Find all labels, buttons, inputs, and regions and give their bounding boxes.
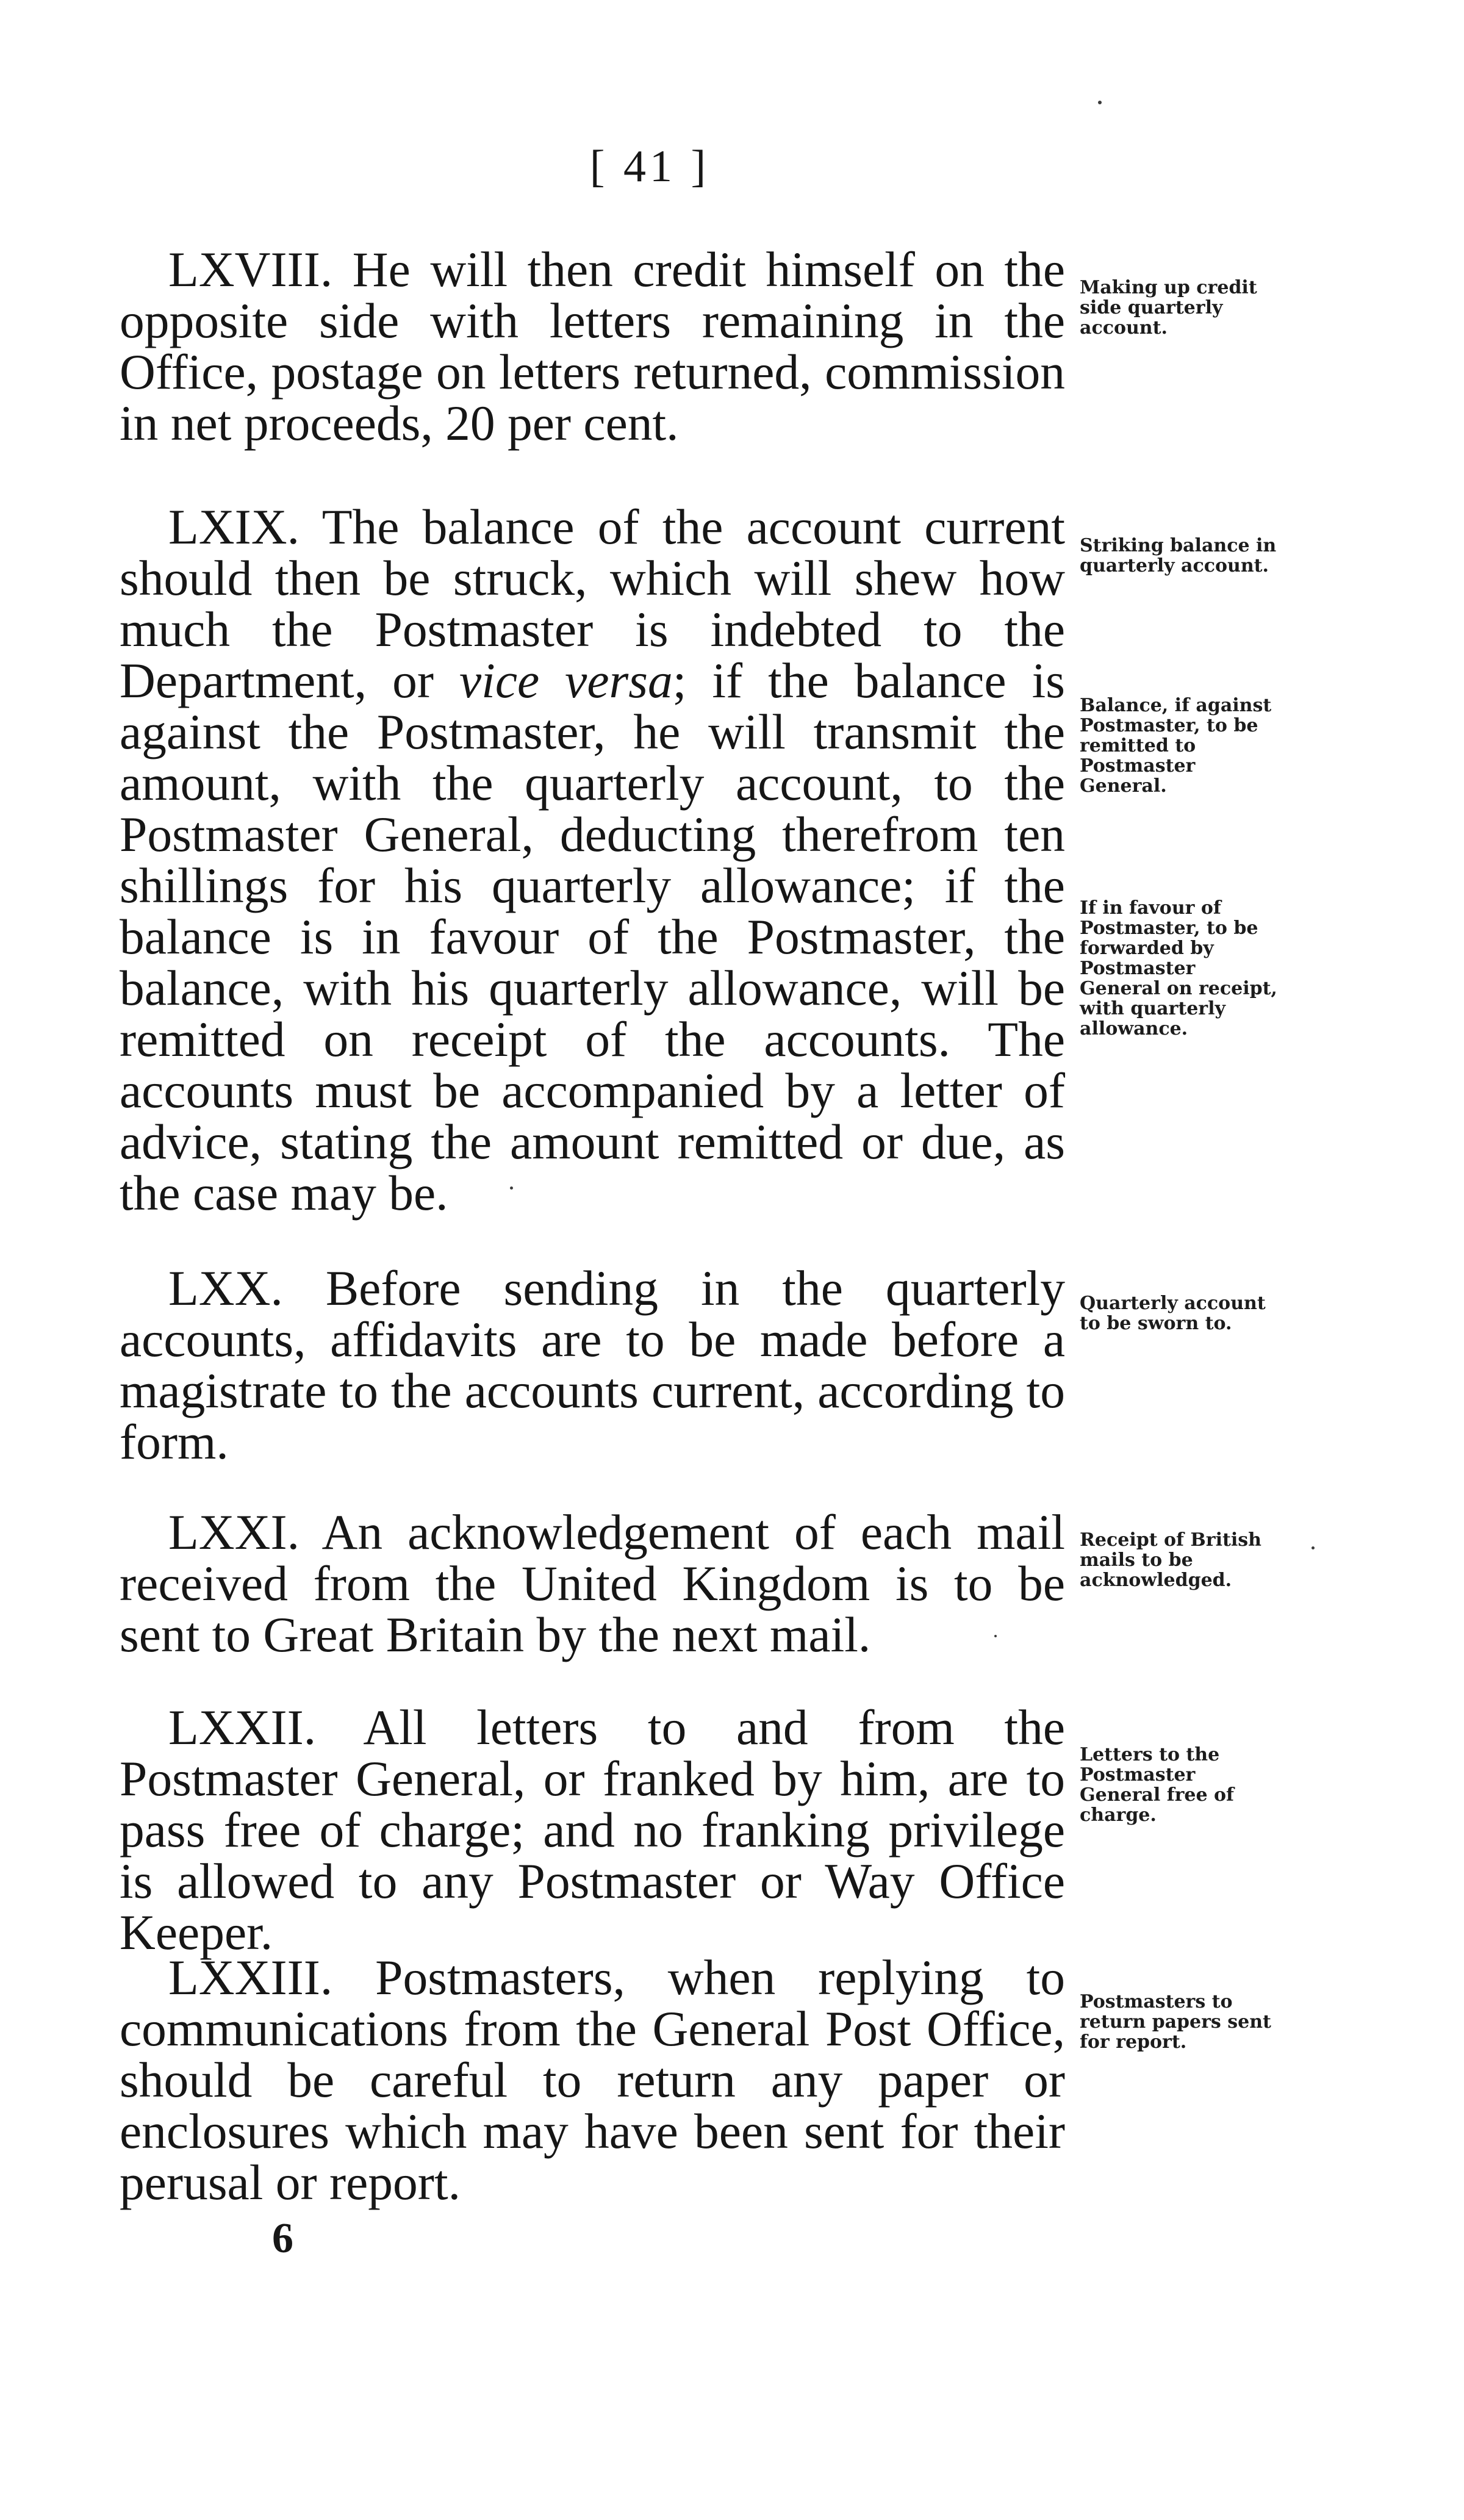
article-lxix-text bbox=[120, 501, 1065, 1219]
paper-speck bbox=[1312, 1546, 1315, 1549]
marginal-note-striking-balance: Striking balance in quarterly account. bbox=[1080, 535, 1277, 576]
article-lxviii-text: LXVIII. He will then credit himself on the opposite side with letters remaining in the Office, postage on letters returned, commission in net proceeds, 20 per cent. bbox=[120, 242, 1065, 451]
article-lxxiii-text: LXXIII. Postmasters, when replying to communications from the General Post Office, should be careful to return any paper or enclosures which may have been sent for their perusal or report. bbox=[120, 1950, 1065, 2210]
paper-speck bbox=[1098, 101, 1102, 104]
paper-speck bbox=[994, 1635, 997, 1637]
article-lxx bbox=[120, 1260, 1065, 1470]
article-lxxi bbox=[120, 1504, 1065, 1662]
article-lxix-text-part2: ; if the balance is against the Postmaster, he will transmit the amount, with the quarterly account, to the Postmaster General, deducting therefrom ten shillings for his quarterly allowance; if the balance is in favour of the Postmaster, the balance, with his quarterly allowance, will be remitted on receipt of the accounts. The accounts must be accompanied by a letter of advice, stating the amount remitted or due, as the case may be. bbox=[120, 653, 1065, 1221]
article-lxxii bbox=[120, 1702, 1065, 1958]
paper-speck bbox=[510, 1186, 513, 1190]
article-lxix-text-italic: vice versa bbox=[459, 653, 673, 708]
marginal-note-british-mails: Receipt of British mails to be acknowledged. bbox=[1080, 1529, 1261, 1591]
article-lxx-text: LXX. Before sending in the quarterly accounts, affidavits are to be made before a magistrate to the accounts current, according to form. bbox=[120, 1260, 1065, 1470]
marginal-note-balance-against-postmaster: Balance, if against Postmaster, to be remitted to Postmaster General. bbox=[1080, 695, 1272, 797]
article-lxix-text-part1: LXIX. The balance of the account current should then be struck, which will shew how much the Postmaster is indebted to the Department, or bbox=[120, 499, 1065, 708]
marginal-note-letters-free: Letters to the Postmaster General free of charge. bbox=[1080, 1744, 1234, 1826]
marginal-note-balance-in-favour: If in favour of Postmaster, to be forwarded by Postmaster General on receipt, with quarterly allowance. bbox=[1080, 897, 1277, 1039]
signature-mark: 6 bbox=[272, 2215, 293, 2262]
page-number: [ 41 ] bbox=[589, 142, 710, 192]
marginal-note-return-papers: Postmasters to return papers sent for report. bbox=[1080, 1991, 1271, 2053]
article-lxxii-text: LXXII. All letters to and from the Postmaster General, or franked by him, are to pass free of charge; and no franking privilege is allowed to any Postmaster or Way Office Keeper. bbox=[120, 1700, 1065, 1960]
article-lxix bbox=[120, 501, 1065, 1219]
article-lxviii bbox=[120, 244, 1065, 449]
article-lxxiii bbox=[120, 1952, 1065, 2208]
marginal-note-making-up-credit: Making up credit side quarterly account. bbox=[1080, 277, 1257, 339]
article-lxxi-text: LXXI. An acknowledgement of each mail received from the United Kingdom is to be sent to Great Britain by the next mail. bbox=[120, 1504, 1065, 1662]
marginal-note-quarterly-sworn: Quarterly account to be sworn to. bbox=[1080, 1293, 1266, 1334]
